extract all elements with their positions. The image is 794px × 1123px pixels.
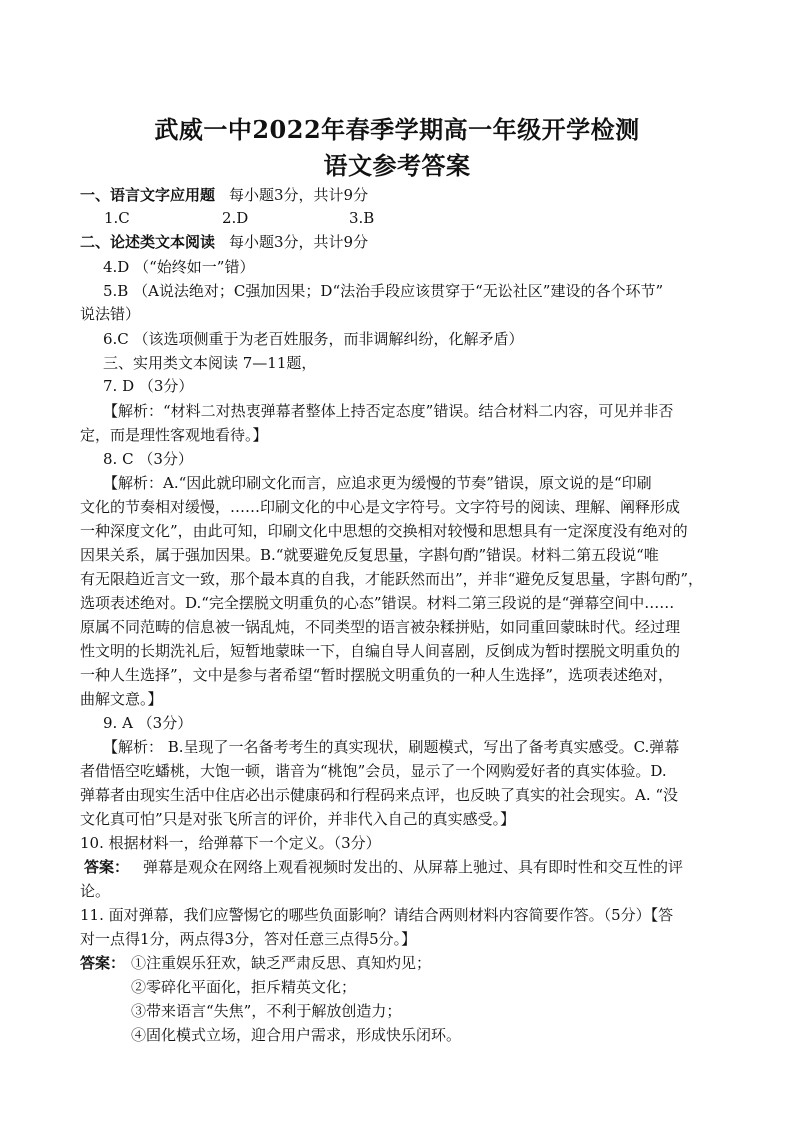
analysis-q9-line-4: 文化真可怕”只是对张飞所言的评价，并非代入自己的真实感受。】 bbox=[80, 810, 516, 828]
answer-q11-point-1: ①注重娱乐狂欢，缺乏严肃反思、真知灼见； bbox=[131, 954, 432, 972]
answer-q8: 8. C （3分） bbox=[103, 450, 193, 468]
analysis-q8-line-3: 一种深度文化”，由此可知，印刷文化中思想的交换相对较慢和思想具有一定深度没有绝对的 bbox=[80, 522, 688, 540]
answer-q4: 4.D （“始终如一”错） bbox=[103, 258, 255, 276]
answer-q9: 9. A （3分） bbox=[103, 714, 193, 732]
section-1-heading bbox=[80, 186, 368, 204]
answer-q11-point-2: ②零碎化平面化，拒斥精英文化； bbox=[131, 978, 357, 996]
analysis-q9-line-1: 【解析： B.呈现了一名备考考生的真实现状，刷题模式，写出了备考真实感受。C.弹幕 bbox=[103, 738, 680, 756]
answer-label: 答案： bbox=[80, 954, 126, 972]
analysis-q8-line-5: 有无限趋近言文一致，那个最本真的自我，才能跃然而出”，并非“避免反复思量，字斟句酌”， bbox=[80, 570, 704, 588]
answer-q10-line-2: 论。 bbox=[80, 882, 111, 900]
answer-q5-line-1: 5.B （A说法绝对；C强加因果；D“法治手段应该贯穿于“无讼社区”建设的各个环节” bbox=[103, 282, 664, 300]
analysis-q8-line-1: 【解析：A.“因此就印刷文化而言，应追求更为缓慢的节奏”错误，原文说的是“印刷 bbox=[103, 474, 652, 492]
answer-q6: 6.C （该选项侧重于为老百姓服务，而非调解纠纷，化解矛盾） bbox=[103, 330, 524, 348]
section-3-heading: 三、实用类文本阅读 7—11题， bbox=[103, 354, 317, 372]
question-q11-line-1: 11. 面对弹幕，我们应警惕它的哪些负面影响？请结合两则材料内容简要作答。（5分）【答 bbox=[80, 906, 674, 924]
section-1-score: 每小题3分，共计9分 bbox=[229, 186, 369, 204]
analysis-q7-line-2: 定，而是理性客观地看待。】 bbox=[80, 426, 268, 444]
analysis-q7-line-1: 【解析：“材料二对热衷弹幕者整体上持否定态度”错误。结合材料二内容，可见并非否 bbox=[103, 402, 674, 420]
answer-q2: 2.D bbox=[222, 209, 249, 227]
analysis-q8-line-8: 性文明的长期洗礼后，短暂地蒙昧一下，自编自导人间喜剧，反倒成为暂时摆脱文明重负的 bbox=[80, 642, 681, 660]
analysis-q8-line-10: 曲解文意。】 bbox=[80, 690, 163, 708]
page-subtitle: 语文参考答案 bbox=[323, 151, 471, 180]
answer-q10-text: 弹幕是观众在网络上观看视频时发出的、从屏幕上驰过、具有即时性和交互性的评 bbox=[143, 858, 684, 876]
section-2-heading bbox=[80, 233, 368, 251]
answer-q1: 1.C bbox=[104, 209, 130, 227]
analysis-q8-line-6: 选项表述绝对。D.“完全摆脱文明重负的心态”错误。材料二第三段说的是“弹幕空间中…… bbox=[80, 594, 675, 612]
question-q11-line-2: 对一点得1分，两点得3分，答对任意三点得5分。】 bbox=[80, 930, 417, 948]
question-q10: 10. 根据材料一，给弹幕下一个定义。（3分） bbox=[80, 834, 381, 852]
answer-q10-line-1 bbox=[84, 858, 683, 876]
answer-label: 答案： bbox=[84, 858, 130, 876]
analysis-q8-line-9: 一种人生选择”，文中是参与者希望“暂时摆脱文明重负的一种人生选择”，选项表述绝对， bbox=[80, 666, 674, 684]
analysis-q8-line-2: 文化的节奏相对缓慢，……印刷文化的中心是文字符号。文字符号的阅读、理解、阐释形成 bbox=[80, 498, 681, 516]
answer-q11-point-3: ③带来语言“失焦”，不利于解放创造力； bbox=[131, 1002, 402, 1020]
answer-q5-line-2: 说法错） bbox=[80, 305, 141, 323]
section-2-title: 二、论述类文本阅读 bbox=[80, 233, 216, 251]
answer-q3: 3.B bbox=[349, 209, 375, 227]
section-2-score: 每小题3分，共计9分 bbox=[229, 233, 369, 251]
answer-q11-point-4: ④固化模式立场，迎合用户需求，形成快乐闭环。 bbox=[131, 1026, 462, 1044]
analysis-q9-line-3: 弹幕者由现实生活中住店必出示健康码和行程码来点评，也反映了真实的社会现实。A. “没 bbox=[80, 786, 679, 804]
page-title: 武威一中2022年春季学期高一年级开学检测 bbox=[154, 115, 640, 144]
answer-q7: 7. D （3分） bbox=[103, 377, 194, 395]
analysis-q8-line-7: 原属不同范畴的信息被一锅乱炖，不同类型的语言被杂糅拼贴，如同重回蒙昧时代。经过理 bbox=[80, 618, 681, 636]
analysis-q9-line-2: 者借悟空吃蟠桃，大饱一顿，谐音为“桃饱”会员，显示了一个网购爱好者的真实体验。D. bbox=[80, 762, 667, 780]
analysis-q8-line-4: 因果关系，属于强加因果。B.“就要避免反复思量，字斟句酌”错误。材料二第五段说“唯 bbox=[80, 546, 659, 564]
section-1-title: 一、语言文字应用题 bbox=[80, 186, 216, 204]
